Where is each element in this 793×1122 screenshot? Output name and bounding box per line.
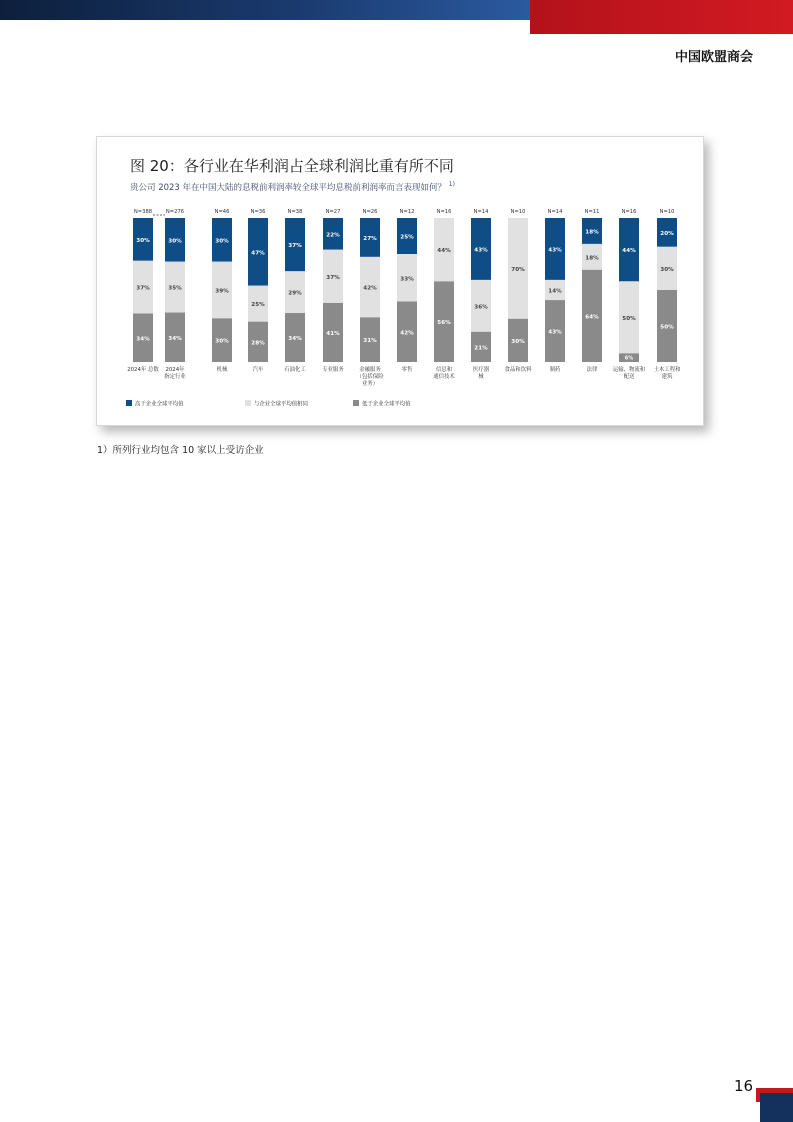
figure-subtitle-text: 贵公司 2023 年在中国大陆的息税前利润率较全球平均息税前利润率而言表现如何？ — [130, 183, 447, 193]
data-label: 37% — [326, 274, 340, 281]
category-label: 运输、物流和 — [612, 367, 646, 373]
data-label: 34% — [136, 336, 150, 343]
data-label: 50% — [622, 315, 636, 322]
data-label: 30% — [168, 238, 182, 245]
data-label: 22% — [326, 232, 340, 239]
legend-label: 与企业全球平均值相同 — [254, 401, 308, 408]
sample-size-label: N=276 — [165, 209, 185, 215]
data-label: 20% — [660, 230, 674, 237]
category-label: 通信技术 — [433, 374, 455, 380]
category-label: 信息和 — [435, 367, 453, 373]
category-label: 机械 — [216, 367, 228, 373]
data-label: 64% — [585, 314, 599, 321]
data-label: 56% — [437, 320, 451, 327]
sample-size-label: N=16 — [621, 209, 637, 215]
data-label: 6% — [624, 355, 634, 362]
data-label: 18% — [585, 255, 599, 262]
sample-size-label: N=27 — [325, 209, 341, 215]
category-label: （包括保险 — [356, 374, 384, 380]
sample-size-label: N=38 — [287, 209, 303, 215]
category-label: 专业服务 — [322, 367, 344, 373]
category-label: 汽车 — [252, 367, 264, 373]
category-label: 制药 — [549, 367, 561, 373]
category-label: 金融服务 — [359, 367, 381, 373]
page-number: 16 — [734, 1077, 754, 1095]
sample-size-label: N=14 — [473, 209, 489, 215]
data-label: 30% — [136, 237, 150, 244]
legend-swatch — [353, 400, 359, 406]
organization-name: 中国欧盟商会 — [674, 50, 753, 65]
data-label: 18% — [585, 229, 599, 236]
sample-size-label: N=10 — [510, 209, 526, 215]
legend-label: 低于企业全球平均值 — [362, 401, 411, 408]
category-label: 土木工程和 — [653, 367, 681, 373]
sample-size-label: N=46 — [214, 209, 230, 215]
data-label: 70% — [511, 266, 525, 273]
data-label: 44% — [622, 248, 636, 255]
legend-swatch — [126, 400, 132, 406]
sample-size-label: N=10 — [659, 209, 675, 215]
data-label: 28% — [251, 340, 265, 347]
data-label: 37% — [288, 243, 302, 250]
data-label: 30% — [660, 266, 674, 273]
figure-title: 图 20：各行业在华利润占全球利润比重有所不同 — [130, 157, 454, 175]
category-label: 2024年 — [165, 367, 185, 373]
data-label: 43% — [474, 247, 488, 254]
data-label: 21% — [474, 345, 488, 352]
data-label: 29% — [288, 290, 302, 297]
data-label: 43% — [548, 247, 562, 254]
category-label: 零售 — [401, 367, 413, 373]
legend-label: 高于企业全球平均值 — [135, 401, 184, 408]
category-label: 石油化工 — [284, 367, 306, 373]
data-label: 30% — [215, 238, 229, 245]
category-label: 指定行业 — [164, 374, 186, 380]
category-label: 建筑 — [661, 374, 673, 380]
data-label: 34% — [288, 336, 302, 343]
sample-size-label: N=14 — [547, 209, 563, 215]
data-label: 42% — [363, 285, 377, 292]
data-label: 36% — [474, 304, 488, 311]
data-label: 35% — [168, 285, 182, 292]
data-label: 25% — [251, 302, 265, 309]
category-label: 业务） — [361, 381, 379, 387]
data-label: 50% — [660, 324, 674, 331]
data-label: 43% — [548, 329, 562, 336]
data-label: 39% — [215, 288, 229, 295]
data-label: 37% — [136, 285, 150, 292]
corner-decoration-blue — [760, 1093, 793, 1122]
sample-size-label: N=36 — [250, 209, 266, 215]
data-label: 30% — [215, 338, 229, 345]
data-label: 44% — [437, 248, 451, 255]
category-label: 配送 — [623, 374, 635, 380]
data-label: 41% — [326, 330, 340, 337]
sample-size-label: N=11 — [584, 209, 600, 215]
data-label: 25% — [400, 234, 414, 241]
sample-size-label: N=12 — [399, 209, 415, 215]
category-label: 2024年 总数 — [127, 367, 159, 373]
data-label: 34% — [168, 335, 182, 342]
sample-size-label: N=26 — [362, 209, 378, 215]
figure-subtitle-note: 1) — [448, 181, 455, 189]
category-label: 械 — [478, 374, 484, 380]
data-label: 42% — [400, 330, 414, 337]
category-label: 食品和饮料 — [504, 367, 532, 373]
legend-swatch — [245, 400, 251, 406]
footnote: 1）所列行业均包含 10 家以上受访企业 — [97, 445, 264, 456]
sample-size-label: N=16 — [436, 209, 452, 215]
data-label: 47% — [251, 250, 265, 257]
category-label: 医疗器 — [472, 367, 490, 373]
data-label: 27% — [363, 235, 377, 242]
data-label: 31% — [363, 338, 377, 345]
sample-size-label: N=388 — [133, 209, 153, 215]
data-label: 14% — [548, 288, 562, 295]
data-label: 30% — [511, 338, 525, 345]
category-label: 法律 — [586, 367, 598, 373]
data-label: 33% — [400, 276, 414, 283]
